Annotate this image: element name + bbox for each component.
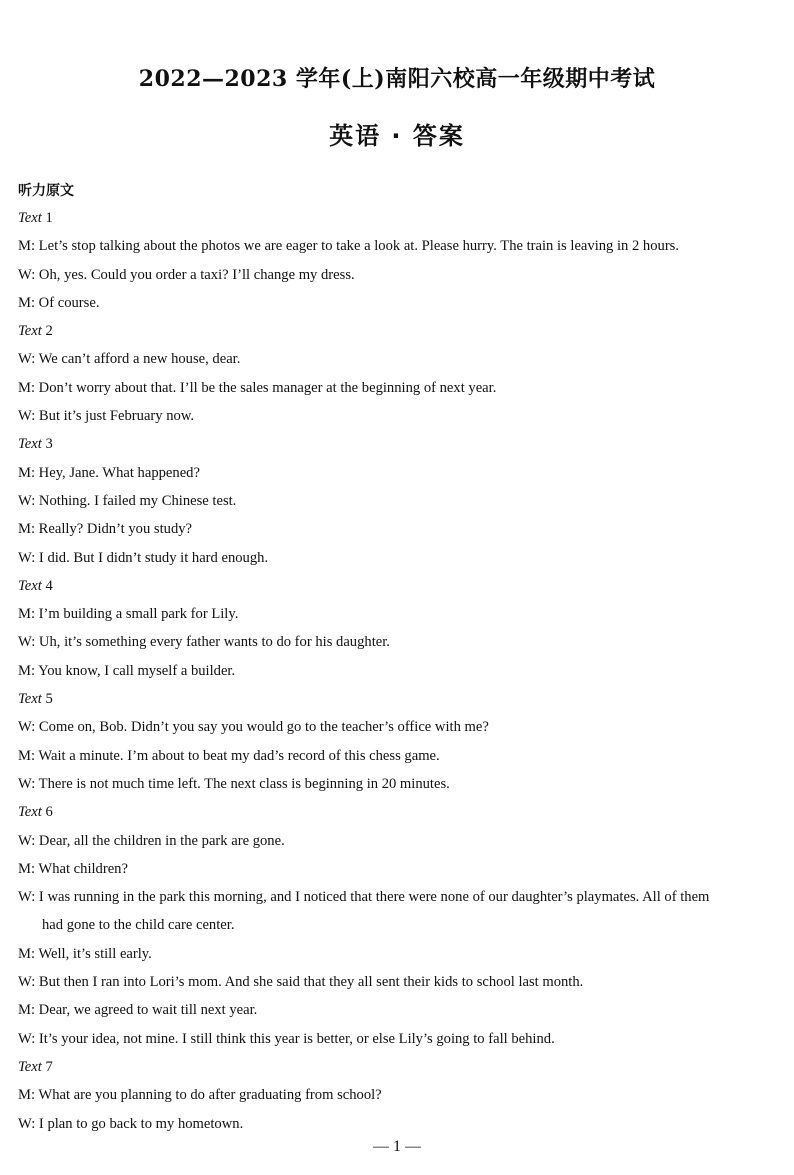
transcript bbox=[18, 204, 782, 1138]
text-heading-number: 6 bbox=[45, 804, 53, 821]
dialogue-line: W: I did. But I didn’t study it hard enough. bbox=[18, 549, 269, 566]
exam-title: 2022—2023 学年(上)南阳六校高一年级期中考试 bbox=[138, 66, 656, 92]
text-heading-number: 3 bbox=[45, 436, 53, 453]
text-heading bbox=[18, 204, 782, 232]
text-heading-number: 4 bbox=[45, 577, 53, 594]
text-heading bbox=[18, 430, 782, 458]
dialogue-line: M: Hey, Jane. What happened? bbox=[18, 464, 200, 481]
dialogue-line: W: But it’s just February now. bbox=[18, 408, 195, 425]
text-heading bbox=[18, 685, 782, 713]
dialogue-line: M: Wait a minute. I’m about to beat my dad’s record of this chess game. bbox=[18, 747, 440, 764]
section-title: 听力原文 bbox=[18, 183, 74, 199]
dialogue-line: W: Come on, Bob. Didn’t you say you would go to the teacher’s office with me? bbox=[18, 719, 489, 736]
dialogue-line: M: Really? Didn’t you study? bbox=[18, 521, 193, 538]
dialogue-line: W: Dear, all the children in the park are gone. bbox=[18, 832, 285, 849]
dialogue-line: W: I was running in the park this morning, and I noticed that there were none of our daughter’s playmates. All of them bbox=[18, 889, 710, 906]
text-heading-label: Text bbox=[18, 436, 42, 453]
text-heading bbox=[18, 572, 782, 600]
text-heading-label: Text bbox=[18, 691, 42, 708]
dialogue-line: M: What children? bbox=[18, 860, 128, 877]
answer-subtitle: 英语 · 答案 bbox=[329, 122, 465, 150]
dialogue-line: W: Oh, yes. Could you order a taxi? I’ll change my dress. bbox=[18, 266, 355, 283]
dialogue-line: W: But then I ran into Lori’s mom. And she said that they all sent their kids to school last month. bbox=[18, 974, 584, 991]
text-heading-number: 7 bbox=[45, 1058, 53, 1075]
dialogue-line: M: Well, it’s still early. bbox=[18, 945, 152, 962]
text-heading bbox=[18, 798, 782, 826]
dialogue-line: M: You know, I call myself a builder. bbox=[18, 662, 236, 679]
page-number: — 1 — bbox=[373, 1138, 421, 1155]
text-heading bbox=[18, 317, 782, 345]
text-heading-label: Text bbox=[18, 804, 42, 821]
text-heading-number: 2 bbox=[45, 323, 53, 340]
dialogue-line: W: It’s your idea, not mine. I still think this year is better, or else Lily’s going to fall behind. bbox=[18, 1030, 555, 1047]
dialogue-line: W: Nothing. I failed my Chinese test. bbox=[18, 492, 237, 509]
dialogue-line: M: Of course. bbox=[18, 294, 100, 311]
text-heading-number: 1 bbox=[45, 210, 53, 226]
text-heading-number: 5 bbox=[45, 691, 53, 708]
dialogue-line: W: We can’t afford a new house, dear. bbox=[18, 351, 241, 368]
dialogue-line: W: Uh, it’s something every father wants to do for his daughter. bbox=[18, 634, 390, 651]
text-heading-label: Text bbox=[18, 577, 42, 594]
text-heading-label: Text bbox=[18, 1058, 42, 1075]
dialogue-line-continuation: had gone to the child care center. bbox=[42, 917, 235, 934]
dialogue-line: M: Dear, we agreed to wait till next year. bbox=[18, 1002, 258, 1019]
dialogue-line: W: I plan to go back to my hometown. bbox=[18, 1115, 244, 1132]
dialogue-line: M: What are you planning to do after graduating from school? bbox=[18, 1087, 382, 1104]
dialogue-line: M: I’m building a small park for Lily. bbox=[18, 606, 239, 623]
text-heading bbox=[18, 1053, 782, 1081]
text-heading-label: Text bbox=[18, 323, 42, 340]
dialogue-line: W: There is not much time left. The next class is beginning in 20 minutes. bbox=[18, 775, 450, 792]
dialogue-line: M: Don’t worry about that. I’ll be the sales manager at the beginning of next year. bbox=[18, 379, 497, 396]
text-heading-label: Text bbox=[18, 210, 42, 226]
dialogue-line: M: Let’s stop talking about the photos we are eager to take a look at. Please hurry. The train is leaving in 2 hours. bbox=[18, 238, 680, 255]
